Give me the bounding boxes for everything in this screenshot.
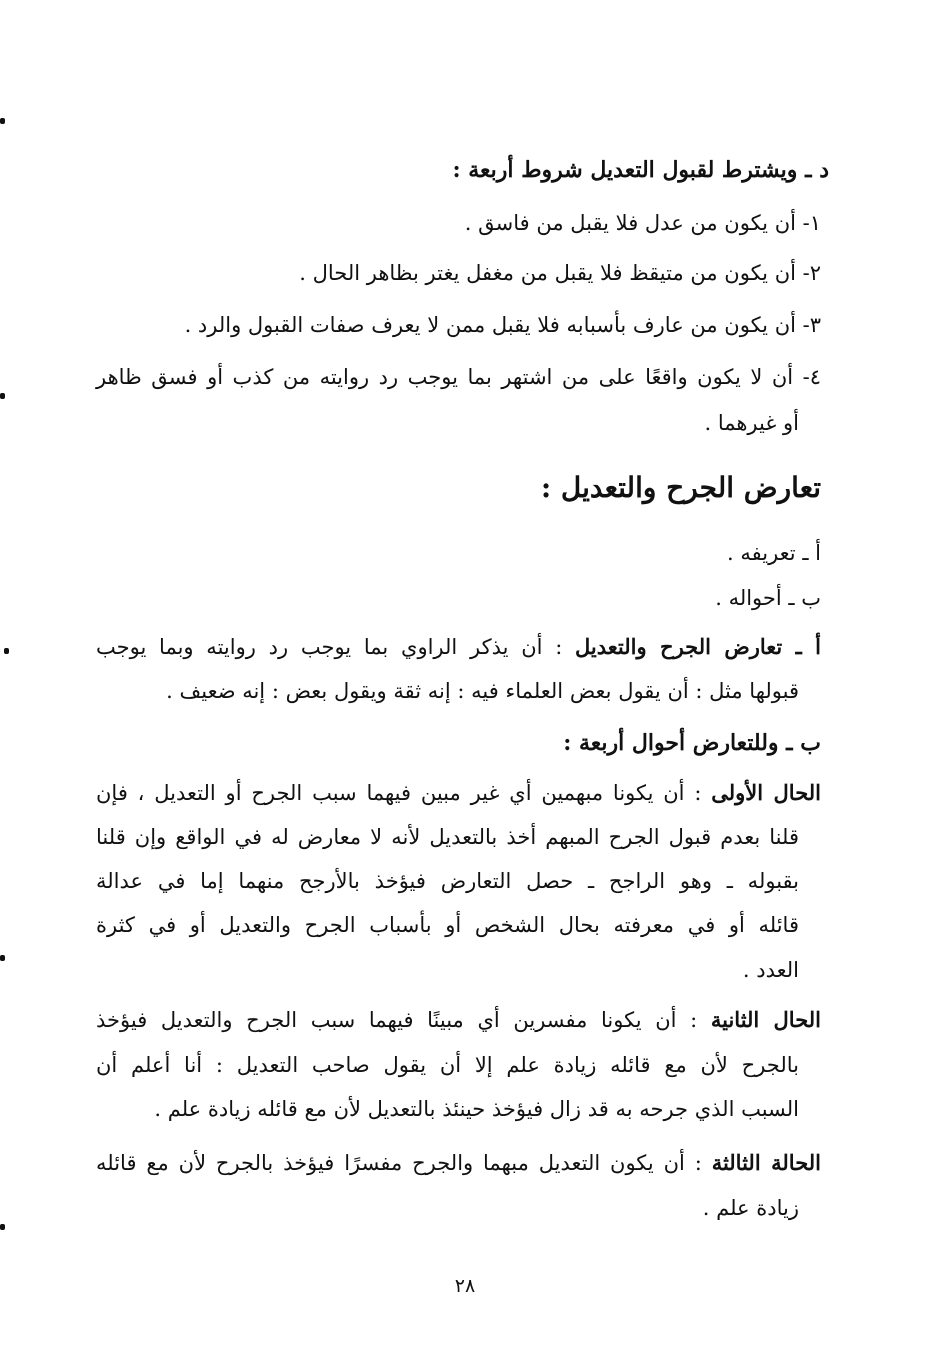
state1-line-3: بقبوله ـ وهو الراجح ـ حصل التعارض فيؤخذ بالأرجح منهما إما في عدالة bbox=[96, 869, 799, 893]
state3-text-1: : أن يكون التعديل مبهما والجرح مفسرًا فيؤخذ بالجرح لأن مع قائله bbox=[96, 1151, 702, 1175]
definition-text-1: : أن يذكر الراوي بما يوجب رد روايته وبما يوجب bbox=[96, 635, 563, 659]
scan-speck bbox=[0, 1224, 5, 1230]
page-number: ٢٨ bbox=[454, 1275, 476, 1297]
definition-line-1 bbox=[96, 632, 821, 662]
scan-speck bbox=[0, 118, 5, 124]
condition-item-3: ٣- أن يكون من عارف بأسبابه فلا يقبل ممن لا يعرف صفات القبول والرد . bbox=[184, 313, 821, 337]
state3-label: الحالة الثالثة bbox=[711, 1150, 821, 1175]
state2-line-3: السبب الذي جرحه به قد زال فيؤخذ حينئذ بالتعديل لأن مع قائله زيادة علم . bbox=[154, 1097, 799, 1121]
outline-item-definition: أ ـ تعريفه . bbox=[727, 541, 821, 565]
state1-text-1: : أن يكونا مبهمين أي غير مبين فيهما سبب الجرح أو التعديل ، فإن bbox=[96, 781, 702, 805]
section-heading: تعارض الجرح والتعديل : bbox=[540, 471, 821, 504]
condition-item-4: ٤- أن لا يكون واقعًا على من اشتهر بما يوجب رد روايته من كذب أو فسق ظاهر bbox=[96, 365, 821, 389]
state1-line-1 bbox=[96, 778, 821, 808]
condition-item-4-continued: أو غيرهما . bbox=[704, 411, 799, 435]
condition-item-1: ١- أن يكون من عدل فلا يقبل من فاسق . bbox=[464, 211, 821, 235]
scan-speck bbox=[0, 393, 5, 399]
conditions-title: د ـ ويشترط لقبول التعديل شروط أربعة : bbox=[452, 157, 829, 183]
state3-line-1 bbox=[96, 1148, 821, 1178]
state2-text-1: : أن يكونا مفسرين أي مبينًا فيهما سبب الجرح والتعديل فيؤخذ bbox=[96, 1008, 698, 1032]
state1-line-5: العدد . bbox=[742, 958, 799, 982]
state1-line-2: قلنا بعدم قبول الجرح المبهم أخذ بالتعديل لأنه لا معارض له في الواقع وإن قلنا bbox=[96, 825, 799, 849]
state2-line-1 bbox=[96, 1005, 821, 1035]
state1-label: الحال الأولى bbox=[711, 780, 821, 805]
outline-item-states: ب ـ أحواله . bbox=[715, 586, 821, 610]
state2-label: الحال الثانية bbox=[710, 1007, 821, 1032]
scan-speck bbox=[4, 648, 9, 654]
state1-line-4: قائله أو في معرفته بحال الشخص أو بأسباب الجرح والتعديل أو في كثرة bbox=[96, 913, 799, 937]
state2-line-2: بالجرح لأن مع قائله زيادة علم إلا أن يقول صاحب التعديل : أنا أعلم أن bbox=[96, 1053, 799, 1077]
condition-item-2: ٢- أن يكون من متيقظ فلا يقبل من مغفل يغتر بظاهر الحال . bbox=[299, 261, 821, 285]
scan-speck bbox=[0, 955, 5, 961]
definition-label: أ ـ تعارض الجرح والتعديل bbox=[575, 634, 821, 659]
state3-line-2: زيادة علم . bbox=[702, 1196, 799, 1220]
states-title: ب ـ وللتعارض أحوال أربعة : bbox=[563, 730, 821, 756]
definition-line-2: قبولها مثل : أن يقول بعض العلماء فيه : إنه ثقة ويقول بعض : إنه ضعيف . bbox=[166, 679, 799, 703]
